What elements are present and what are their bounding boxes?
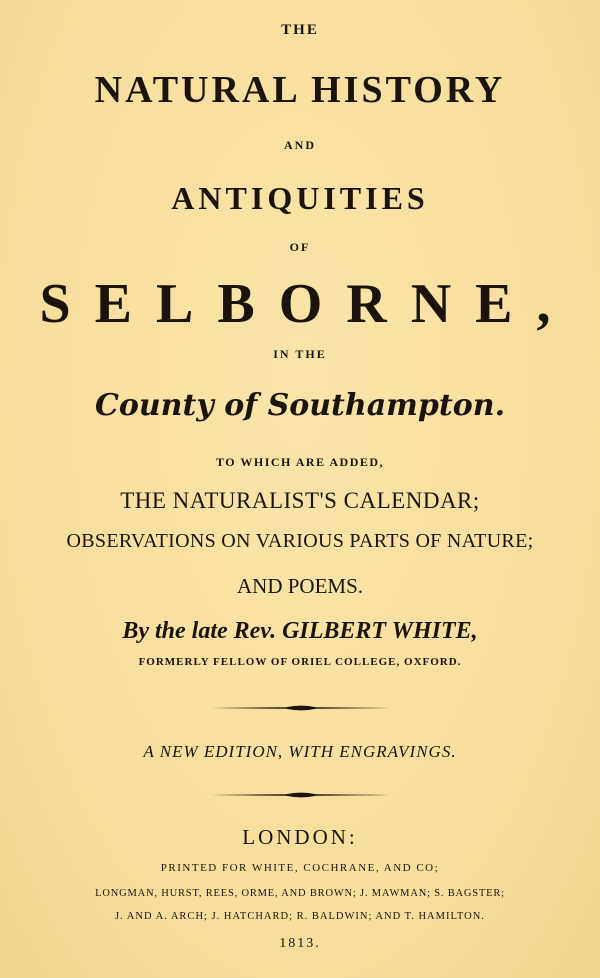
title-of: OF bbox=[289, 240, 311, 254]
naturalists-calendar: THE NATURALIST'S CALENDAR; bbox=[120, 488, 480, 513]
title-and: AND bbox=[284, 138, 316, 152]
author-detail: FORMERLY FELLOW OF ORIEL COLLEGE, OXFORD. bbox=[138, 656, 462, 668]
publishers-line-1: LONGMAN, HURST, REES, ORME, AND BROWN; J. MAWMAN; S. BAGSTER; bbox=[95, 888, 505, 899]
printed-for: PRINTED FOR WHITE, COCHRANE, AND CO; bbox=[160, 862, 440, 874]
publication-year: 1813. bbox=[279, 936, 321, 951]
title-the: THE bbox=[281, 22, 319, 38]
city-london: LONDON: bbox=[242, 825, 358, 849]
place-selborne: SELBORNE, bbox=[39, 273, 575, 335]
ornamental-rule-bottom bbox=[211, 790, 391, 800]
and-poems: AND POEMS. bbox=[236, 574, 364, 598]
main-title-antiquities: ANTIQUITIES bbox=[171, 180, 429, 216]
title-in-the: IN THE bbox=[273, 347, 327, 361]
edition-line: A NEW EDITION, WITH ENGRAVINGS. bbox=[143, 742, 457, 761]
ornamental-rule-top bbox=[211, 703, 391, 713]
to-which-are-added: TO WHICH ARE ADDED, bbox=[215, 455, 385, 469]
publishers-line-2: J. AND A. ARCH; J. HATCHARD; R. BALDWIN; AND T. HAMILTON. bbox=[115, 911, 485, 922]
main-title-natural-history: NATURAL HISTORY bbox=[94, 69, 506, 111]
county-of-southampton: County of Southampton. bbox=[94, 388, 506, 423]
author-line: By the late Rev. GILBERT WHITE, bbox=[122, 618, 478, 644]
observations-line: OBSERVATIONS ON VARIOUS PARTS OF NATURE; bbox=[66, 530, 534, 552]
